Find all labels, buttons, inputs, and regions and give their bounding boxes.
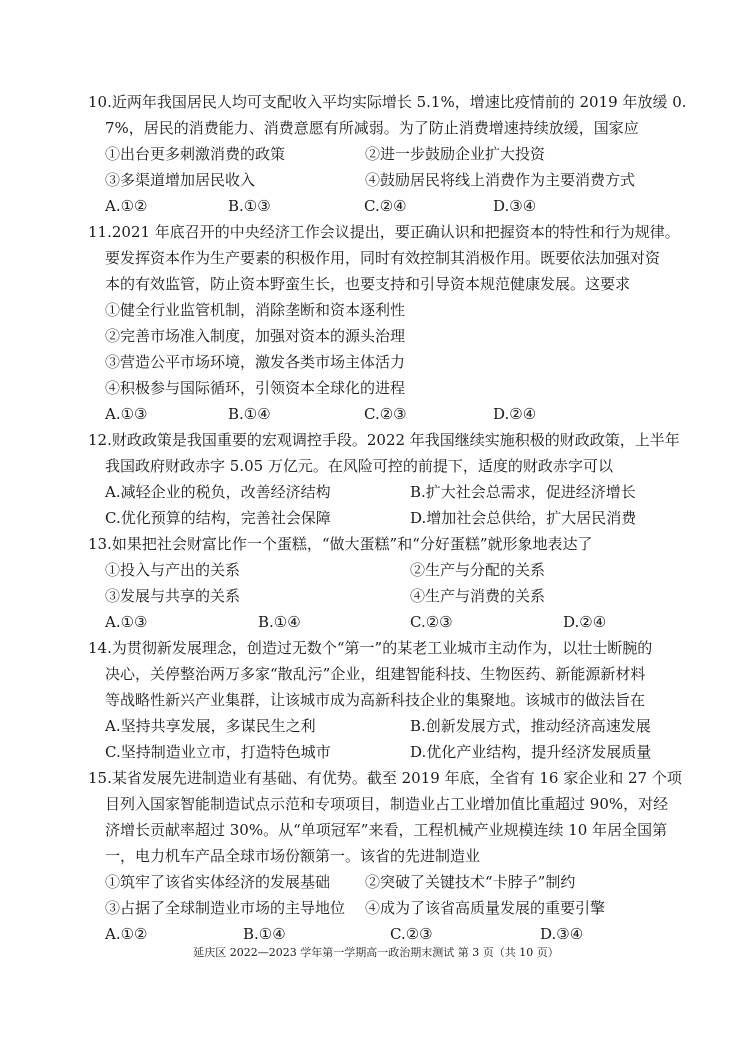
q12-stem-line-1: 12.财政政策是我国重要的宏观调控手段。2022 年我国继续实施积极的财政政策，上半年 [88, 431, 680, 449]
q15-choice-b: B.①④ [243, 925, 286, 943]
q15-item-2: ②突破了关键技术“卡脖子”制约 [365, 873, 576, 891]
q11-stem-line-3: 本的有效监管，防止资本野蛮生长，也要支持和引导资本规范健康发展。这要求 [105, 275, 631, 293]
q13-stem-line-1: 13.如果把社会财富比作一个蛋糕，“做大蛋糕”和“分好蛋糕”就形象地表达了 [88, 535, 593, 553]
q15-item-1: ①筑牢了该省实体经济的发展基础 [105, 873, 331, 891]
q10-item-4: ④鼓励居民将线上消费作为主要消费方式 [365, 171, 636, 189]
q13-item-2: ②生产与分配的关系 [410, 561, 546, 579]
q10-item-1: ①出台更多刺激消费的政策 [105, 145, 286, 163]
page-footer: 延庆区 2022—2023 学年第一学期高一政治期末测试 第 3 页（共 10 页） [193, 946, 559, 959]
q13-item-3: ③发展与共享的关系 [105, 587, 241, 605]
q10-choice-c: C.②④ [364, 197, 407, 215]
q11-item-4: ④积极参与国际循环，引领资本全球化的进程 [105, 379, 406, 397]
q10-choice-a: A.①② [105, 197, 148, 215]
q13-item-4: ④生产与消费的关系 [410, 587, 546, 605]
q10-choice-d: D.③④ [493, 197, 537, 215]
q11-item-2: ②完善市场准入制度，加强对资本的源头治理 [105, 327, 406, 345]
q10-item-2: ②进一步鼓励企业扩大投资 [365, 145, 546, 163]
q11-choice-a: A.①③ [105, 405, 148, 423]
q15-item-3: ③占据了全球制造业市场的主导地位 [105, 899, 346, 917]
q11-stem-line-2: 要发挥资本作为生产要素的积极作用，同时有效控制其消极作用。既要依法加强对资 [105, 249, 661, 267]
q11-choice-b: B.①④ [228, 405, 271, 423]
q10-stem-line-2: 7%，居民的消费能力、消费意愿有所减弱。为了防止消费增速持续放缓，国家应 [105, 119, 639, 137]
q11-item-3: ③营造公平市场环境，激发各类市场主体活力 [105, 353, 406, 371]
q14-stem-line-2: 决心，关停整治两万多家“散乱污”企业，组建智能科技、生物医药、新能源新材料 [105, 665, 646, 683]
q11-item-1: ①健全行业监管机制，消除垄断和资本逐利性 [105, 301, 406, 319]
q15-stem-line-4: 一，电力机车产品全球市场份额第一。该省的先进制造业 [105, 847, 481, 865]
q14-stem-line-1: 14.为贯彻新发展理念，创造过无数个“第一”的某老工业城市主动作为，以壮士断腕的 [88, 639, 653, 657]
q10-choice-b: B.①③ [228, 197, 271, 215]
q12-choice-a: A.减轻企业的税负，改善经济结构 [105, 483, 331, 501]
q14-choice-b: B.创新发展方式，推动经济高速发展 [410, 717, 651, 735]
q15-item-4: ④成为了该省高质量发展的重要引擎 [365, 899, 606, 917]
q14-choice-a: A.坚持共享发展，多谋民生之利 [105, 717, 316, 735]
q15-choice-d: D.③④ [540, 925, 584, 943]
q12-choice-c: C.优化预算的结构，完善社会保障 [105, 509, 331, 527]
q12-choice-d: D.增加社会总供给，扩大居民消费 [410, 509, 637, 527]
q11-choice-c: C.②③ [364, 405, 407, 423]
q13-choice-b: B.①④ [258, 613, 301, 631]
q11-stem-line-1: 11.2021 年底召开的中央经济工作会议提出，要正确认识和把握资本的特性和行为规律。 [88, 223, 680, 241]
q13-choice-d: D.②④ [563, 613, 607, 631]
q13-choice-a: A.①③ [105, 613, 148, 631]
q15-choice-a: A.①② [105, 925, 148, 943]
q10-item-3: ③多渠道增加居民收入 [105, 171, 256, 189]
q10-stem-line-1: 10.近两年我国居民人均可支配收入平均实际增长 5.1%，增速比疫情前的 2019 年放缓 0. [88, 93, 687, 111]
q15-stem-line-1: 15.某省发展先进制造业有基础、有优势。截至 2019 年底，全省有 16 家企业和 27 个项 [88, 769, 682, 787]
q15-stem-line-2: 目列入国家智能制造试点示范和专项项目，制造业占工业增加值比重超过 90%，对经 [105, 795, 669, 813]
q15-choice-c: C.②③ [390, 925, 433, 943]
q14-choice-c: C.坚持制造业立市，打造特色城市 [105, 743, 331, 761]
q11-choice-d: D.②④ [493, 405, 537, 423]
q14-choice-d: D.优化产业结构，提升经济发展质量 [410, 743, 652, 761]
q15-stem-line-3: 济增长贡献率超过 30%。从“单项冠军”来看，工程机械产业规模连续 10 年居全国第 [105, 821, 668, 839]
q14-stem-line-3: 等战略性新兴产业集群，让该城市成为高新科技企业的集聚地。该城市的做法旨在 [105, 691, 646, 709]
q12-choice-b: B.扩大社会总需求，促进经济增长 [410, 483, 636, 501]
q12-stem-line-2: 我国政府财政赤字 5.05 万亿元。在风险可控的前提下，适度的财政赤字可以 [105, 457, 613, 475]
q13-choice-c: C.②③ [410, 613, 453, 631]
q13-item-1: ①投入与产出的关系 [105, 561, 241, 579]
